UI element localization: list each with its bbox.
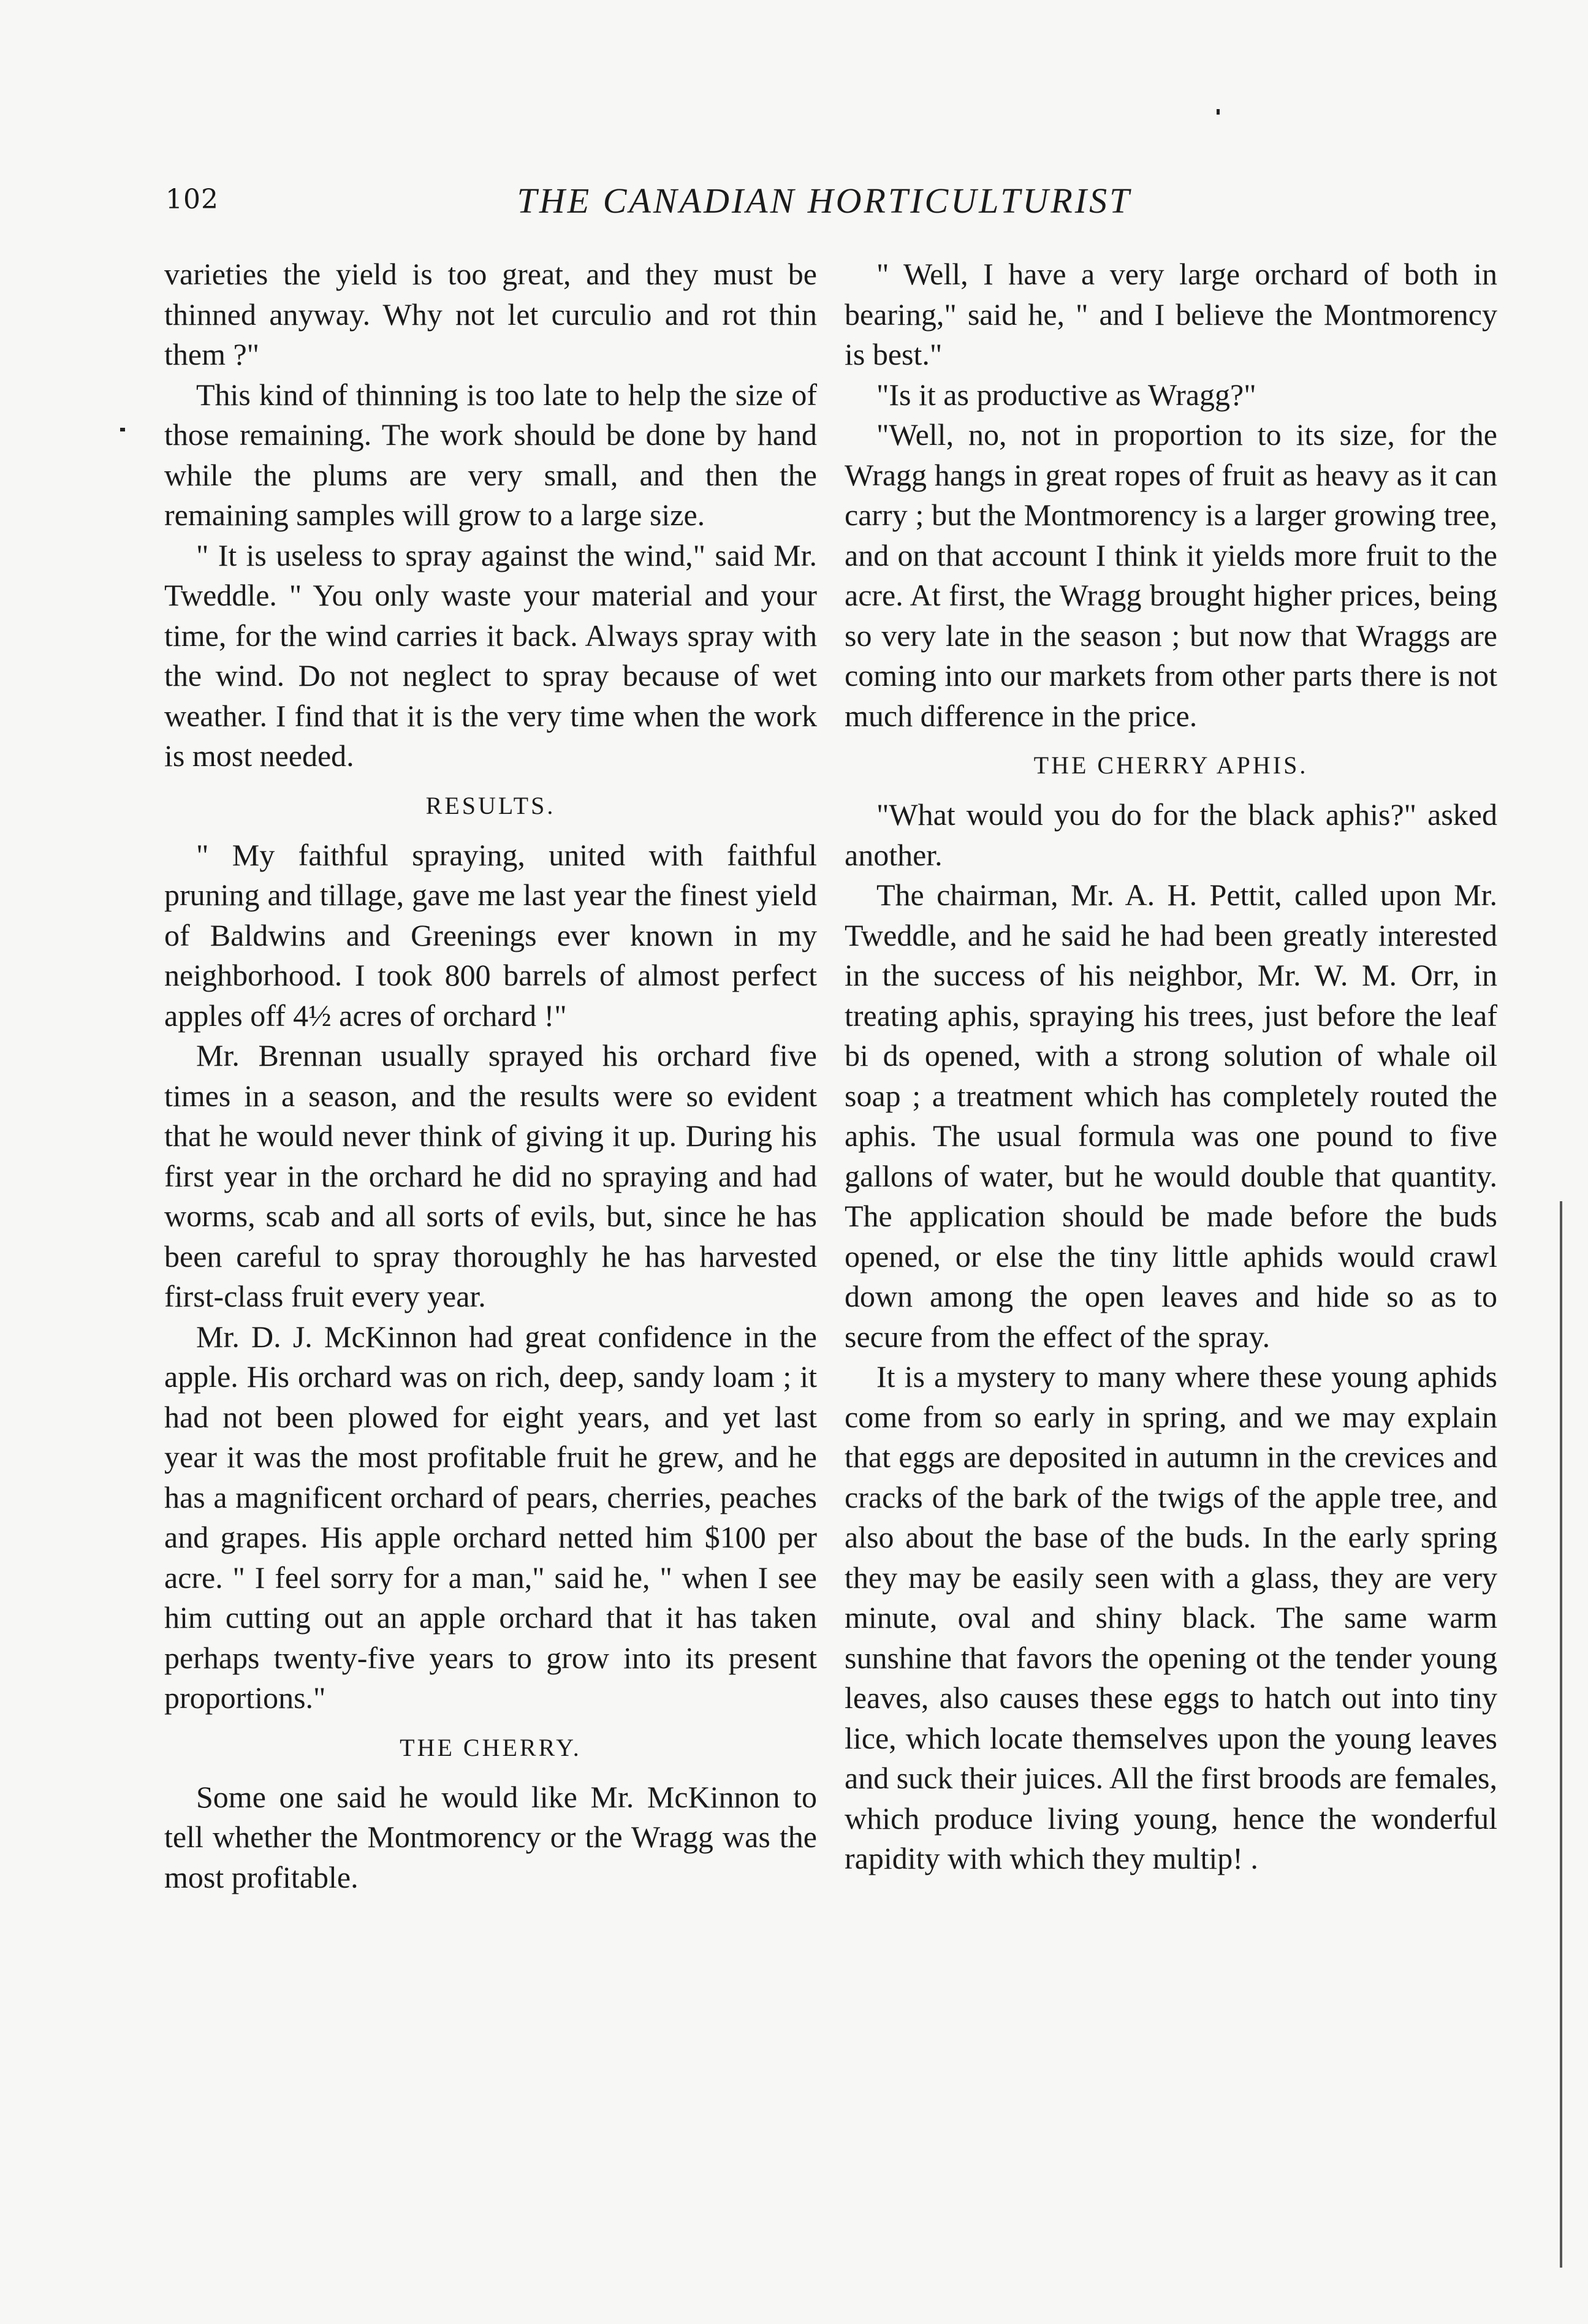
journal-title: THE CANADIAN HORTICULTURIST <box>517 181 1132 221</box>
page-number: 102 <box>165 184 219 215</box>
margin-dot <box>120 428 125 431</box>
paragraph: varieties the yield is too great, and they must be thinned anyway. Why not let curculio and rot thin them ?" <box>164 257 817 371</box>
paragraph: "What would you do for the black aphis?" asked another. <box>845 797 1497 872</box>
paragraph: Mr. Brennan usually sprayed his orchard five times in a season, and the results were so evident that he would never think of giving it up. During his first year in the orchard he did no spraying and had worms, scab and all sorts of evils, but, since he has been careful to spray thoroughly he has harvested first-class fruit every year. <box>164 1038 817 1313</box>
section-heading-results: RESULTS. <box>425 791 556 819</box>
left-column <box>164 254 817 1897</box>
paragraph: Some one said he would like Mr. McKinnon to tell whether the Montmorency or the Wragg was the most profitable. <box>164 1779 817 1894</box>
page-edge-line <box>1560 1201 1562 2268</box>
paragraph: Mr. D. J. McKinnon had great confidence in the apple. His orchard was on rich, deep, sandy loam ; it had not been plowed for eight years, and yet last year it was the most profitable fruit he grew, and he has a magnificent orchard of pears, cherries, peaches and grapes. His apple orchard netted him $100 per acre. " I feel sorry for a man," said he, " when I see him cutting out an apple orchard that it has taken perhaps twenty-five years to grow into its present proportions." <box>164 1319 817 1715</box>
section-heading-cherry-aphis: THE CHERRY APHIS. <box>1033 751 1309 779</box>
ink-speck <box>1217 109 1220 115</box>
paragraph: "Is it as productive as Wragg?" <box>876 377 1256 412</box>
section-heading-cherry: THE CHERRY. <box>400 1733 582 1761</box>
paragraph: The chairman, Mr. A. H. Pettit, called upon Mr. Tweddle, and he said he had been greatly interested in the success of his neighbor, Mr. W. M. Orr, in treating aphis, spraying his trees, just before the leaf bi ds opened, with a strong solution of whale oil soap ; a treatment which has completely routed the aphis. The usual formula was one pound to five gallons of water, but he would double that quantity. The application should be made before the buds opened, or else the tiny little aphids would crawl down among the open leaves and hide so as to secure from the effect of the spray. <box>845 878 1497 1354</box>
paragraph: This kind of thinning is too late to help the size of those remaining. The work should be done by hand while the plums are very small, and then the remaining samples will grow to a large size. <box>164 377 817 532</box>
paragraph: " Well, I have a very large orchard of both in bearing," said he, " and I believe the Montmorency is best." <box>845 257 1497 371</box>
page-header <box>165 181 1483 233</box>
paragraph: " My faithful spraying, united with faithful pruning and tillage, gave me last year the finest yield of Baldwins and Greenings ever known in my neighborhood. I took 800 barrels of almost perfect apples off 4½ acres of orchard !" <box>164 837 817 1033</box>
paragraph: "Well, no, not in proportion to its size, for the Wragg hangs in great ropes of fruit as heavy as it can carry ; but the Montmorency is a larger growing tree, and on that account I think it yields more fruit to the acre. At first, the Wragg brought higher prices, being so very late in the season ; but now that Wraggs are coming into our markets from other parts there is not much difference in the price. <box>845 417 1497 733</box>
right-column <box>845 254 1497 1879</box>
paragraph: " It is useless to spray against the wind," said Mr. Tweddle. " You only waste your material and your time, for the wind carries it back. Always spray with the wind. Do not neglect to spray because of wet weather. I find that it is the very time when the work is most needed. <box>164 537 817 773</box>
paragraph: It is a mystery to many where these young aphids come from so early in spring, and we may explain that eggs are deposited in autumn in the crevices and cracks of the bark of the twigs of the apple tree, and also about the base of the buds. In the early spring they may be easily seen with a glass, they are very minute, oval and shiny black. The same warm sunshine that favors the opening ot the tender young leaves, also causes these eggs to hatch out into tiny lice, which locate themselves upon the young leaves and suck their juices. All the first broods are females, which produce living young, hence the wonderful rapidity with which they multip! . <box>845 1359 1497 1875</box>
